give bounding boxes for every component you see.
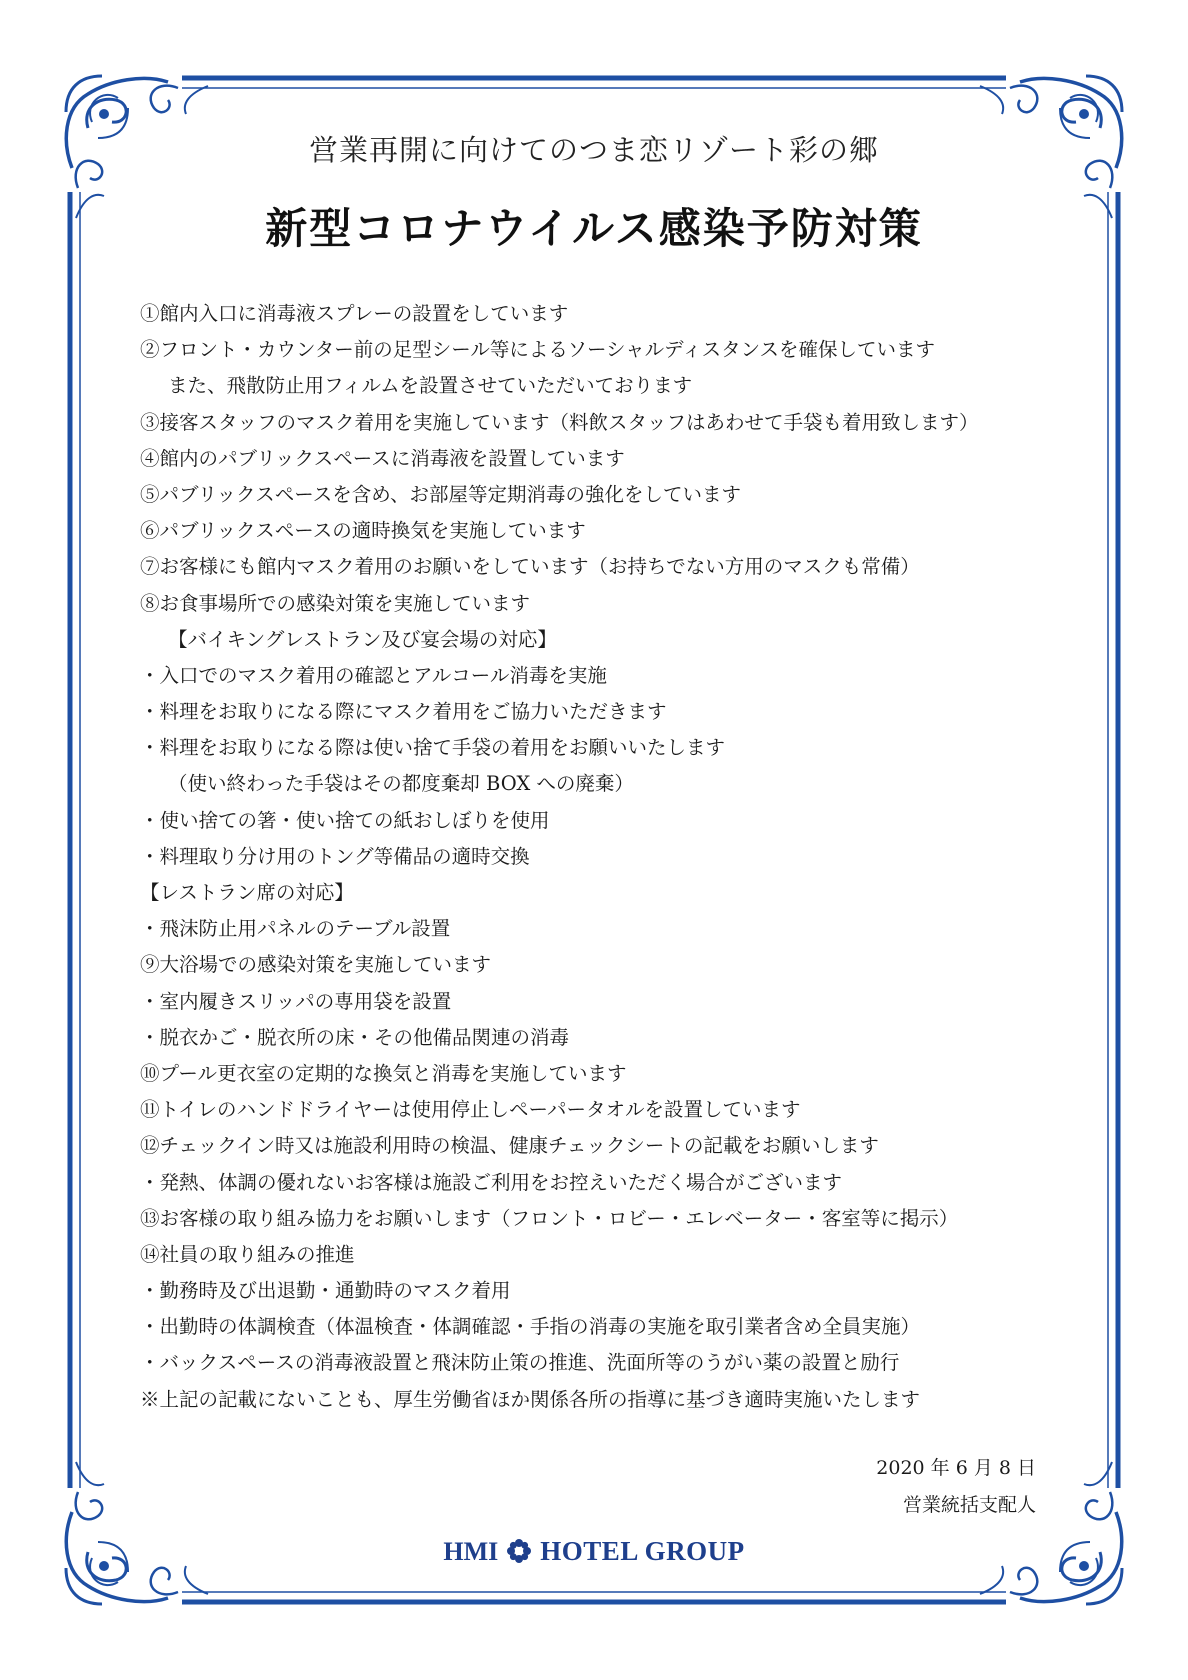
date: 2020 年 6 月 8 日 — [876, 1457, 1036, 1479]
list-item: ⑧お食事場所での感染対策を実施しています — [140, 591, 531, 615]
list-item: ・出勤時の体調検査（体温検査・体調確認・手指の消毒の実施を取引業者含め全員実施） — [140, 1315, 921, 1339]
list-item: ⑦お客様にも館内マスク着用のお願いをしています（お持ちでない方用のマスクも常備） — [140, 555, 920, 579]
list-item: 【レストラン席の対応】 — [140, 881, 354, 904]
list-item: ※上記の記載にないことも、厚生労働省ほか関係各所の指導に基づき適時実施いたします — [140, 1387, 921, 1411]
list-item: ・バックスペースの消毒液設置と飛沫防止策の推進、洗面所等のうがい薬の設置と励行 — [140, 1351, 900, 1375]
list-item: ・入口でのマスク着用の確認とアルコール消毒を実施 — [140, 663, 607, 687]
list-item: ・発熱、体調の優れないお客様は施設ご利用をお控えいただく場合がございます — [140, 1170, 843, 1194]
flower-icon — [506, 1538, 532, 1564]
list-item: ⑭社員の取り組みの推進 — [140, 1242, 355, 1266]
list-item: ・室内履きスリッパの専用袋を設置 — [140, 989, 452, 1013]
list-item: ③接客スタッフのマスク着用を実施しています（料飲スタッフはあわせて手袋も着用致します） — [140, 410, 979, 434]
subtitle: 営業再開に向けてのつま恋リゾート彩の郷 — [308, 133, 879, 167]
list-item: ・飛沫防止用パネルのテーブル設置 — [140, 917, 451, 941]
logo-hotel-group-text: HOTEL GROUP — [540, 1536, 745, 1566]
measures-list — [140, 296, 1070, 1418]
signer: 営業統括支配人 — [902, 1494, 1036, 1516]
list-item: 【バイキングレストラン及び宴会場の対応】 — [168, 627, 557, 651]
list-item: （使い終わった手袋はその都度棄却 BOX への廃棄） — [168, 772, 634, 796]
list-item: ⑬お客様の取り組み協力をお願いします（フロント・ロビー・エレベーター・客室等に掲示） — [140, 1206, 959, 1230]
list-item: ・脱衣かご・脱衣所の床・その他備品関連の消毒 — [140, 1025, 570, 1049]
list-item: ⑩プール更衣室の定期的な換気と消毒を実施しています — [140, 1061, 627, 1085]
list-item: ・使い捨ての箸・使い捨ての紙おしぼりを使用 — [140, 808, 550, 832]
list-item: ①館内入口に消毒液スプレーの設置をしています — [140, 302, 569, 325]
list-item: ・料理をお取りになる際にマスク着用をご協力いただきます — [140, 700, 667, 724]
page-title: 新型コロナウイルス感染予防対策 — [265, 204, 923, 253]
list-item: ・料理をお取りになる際は使い捨て手袋の着用をお願いいたします — [140, 736, 726, 760]
hmi-hotel-group-logo — [0, 1536, 1188, 1567]
list-item: ⑨大浴場での感染対策を実施しています — [140, 953, 492, 977]
logo-hmi-text: HMI — [443, 1537, 499, 1566]
list-item: ②フロント・カウンター前の足型シール等によるソーシャルディスタンスを確保しています — [140, 338, 936, 362]
list-item: ⑫チェックイン時又は施設利用時の検温、健康チェックシートの記載をお願いします — [140, 1134, 879, 1158]
list-item: ・勤務時及び出退勤・通勤時のマスク着用 — [140, 1279, 511, 1303]
list-item: ④館内のパブリックスペースに消毒液を設置しています — [140, 446, 625, 470]
list-item: ⑥パブリックスペースの適時換気を実施しています — [140, 519, 586, 543]
list-item: ・料理取り分け用のトング等備品の適時交換 — [140, 844, 530, 868]
list-item: また、飛散防止用フィルムを設置させていただいております — [168, 374, 693, 398]
list-item: ⑤パブリックスペースを含め、お部屋等定期消毒の強化をしています — [140, 482, 741, 506]
list-item: ⑪トイレのハンドドライヤーは使用停止しペーパータオルを設置しています — [140, 1098, 801, 1122]
